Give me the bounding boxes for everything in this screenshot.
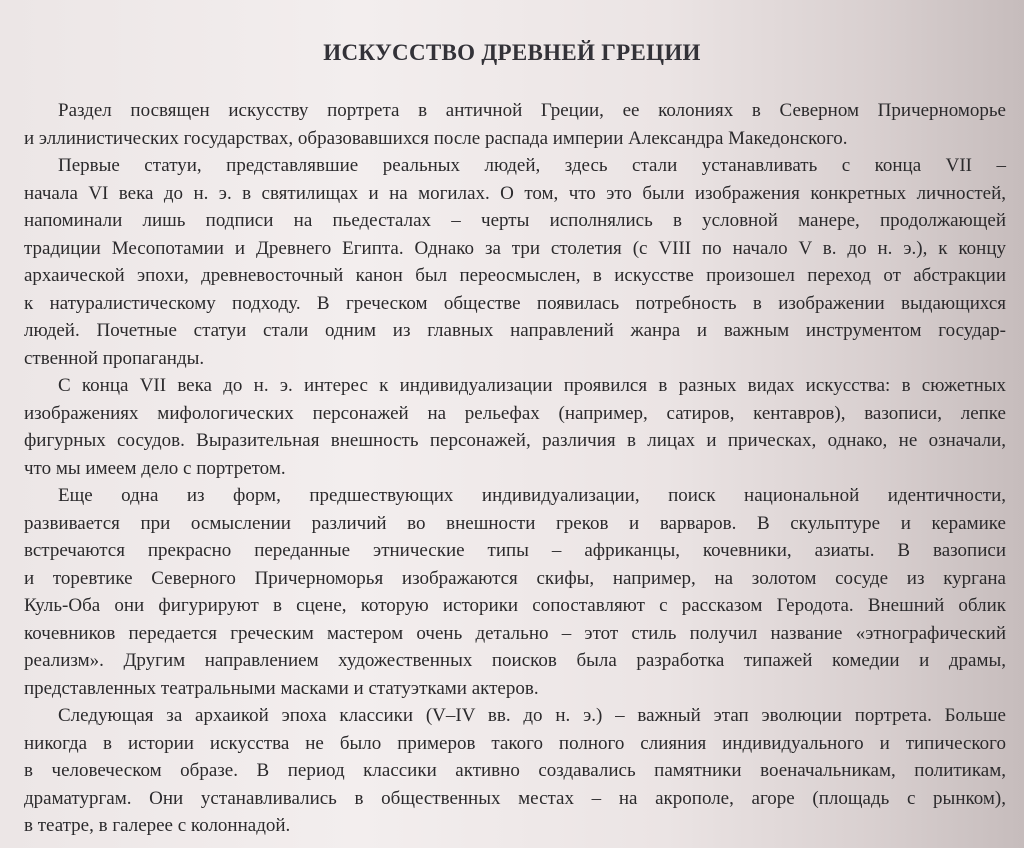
- text-line: и торевтике Северного Причерноморья изображаются скифы, например, на золотом сосуде из кургана: [24, 567, 1006, 589]
- paragraph: [24, 372, 1006, 482]
- text-line: что мы имеем дело с портретом.: [24, 457, 286, 479]
- text-line: Еще одна из форм, предшествующих индивидуализации, поиск национальной идентичности,: [58, 485, 1006, 506]
- body-text: [24, 97, 1006, 840]
- text-line: Раздел посвящен искусству портрета в античной Греции, ее колониях в Северном Причерноморье: [58, 100, 1006, 121]
- text-line: представленных театральными масками и статуэтками актеров.: [24, 677, 539, 699]
- text-line: никогда в истории искусства не было примеров такого полного слияния индивидуального и типического: [24, 732, 1006, 754]
- text-line: реализм». Другим направлением художественных поисков была разработка типажей комедии и драмы,: [24, 650, 1006, 671]
- text-line: напоминали лишь подписи на пьедесталах – черты исполнялись в условной манере, продолжающей: [24, 210, 1006, 231]
- page-title: ИСКУССТВО ДРЕВНЕЙ ГРЕЦИИ: [323, 40, 701, 65]
- text-line: изображениях мифологических персонажей на рельефах (например, сатиров, кентавров), вазописи, лепке: [24, 402, 1006, 424]
- paragraph: [24, 97, 1006, 152]
- text-line: начала VI века до н. э. в святилищах и на могилах. О том, что это были изображения конкретных личностей,: [24, 182, 1006, 204]
- text-line: в человеческом образе. В период классики активно создавались памятники военачальникам, политикам,: [24, 760, 1006, 781]
- text-line: к натуралистическому подходу. В греческом обществе появилась потребность в изображении выдающихся: [24, 292, 1006, 314]
- text-line: развивается при осмыслении различий во внешности греков и варваров. В скульптуре и керамике: [24, 512, 1006, 534]
- text-line: в театре, в галерее с колоннадой.: [24, 815, 291, 836]
- text-line: Следующая за архаикой эпоха классики (V–IV вв. до н. э.) – важный этап эволюции портрета. Больше: [58, 705, 1006, 726]
- text-line: архаической эпохи, древневосточный канон был переосмыслен, в искусстве произошел переход от абстракции: [24, 265, 1006, 286]
- text-line: и эллинистических государствах, образовавшихся после распада империи Александра Македонского.: [24, 127, 848, 149]
- text-line: встречаются прекрасно переданные этнические типы – африканцы, кочевники, азиаты. В вазописи: [24, 540, 1006, 561]
- text-line: фигурных сосудов. Выразительная внешность персонажей, различия в лицах и прическах, однако, не означали,: [24, 430, 1006, 451]
- paragraph: [24, 152, 1006, 372]
- text-line: кочевников передается греческим мастером очень детально – этот стиль получил название «этнографический: [24, 622, 1006, 644]
- text-line: С конца VII века до н. э. интерес к индивидуализации проявился в разных видах искусства: в сюжетных: [58, 375, 1006, 396]
- text-line: ственной пропаганды.: [24, 347, 205, 369]
- paragraph: [24, 702, 1006, 840]
- text-line: Первые статуи, представлявшие реальных людей, здесь стали устанавливать с конца VII –: [58, 155, 1006, 176]
- text-line: традиции Месопотамии и Древнего Египта. Однако за три столетия (с VIII по начало V в. до н. э.), к концу: [24, 237, 1006, 259]
- text-line: драматургам. Они устанавливались в общественных местах – на акрополе, агоре (площадь с рынком),: [24, 787, 1006, 809]
- paragraph: [24, 482, 1006, 702]
- text-line: людей. Почетные статуи стали одним из главных направлений жанра и важным инструментом государ-: [24, 320, 1006, 341]
- text-line: Куль-Оба они фигурируют в сцене, которую историки сопоставляют с рассказом Геродота. Внешний облик: [24, 595, 1006, 616]
